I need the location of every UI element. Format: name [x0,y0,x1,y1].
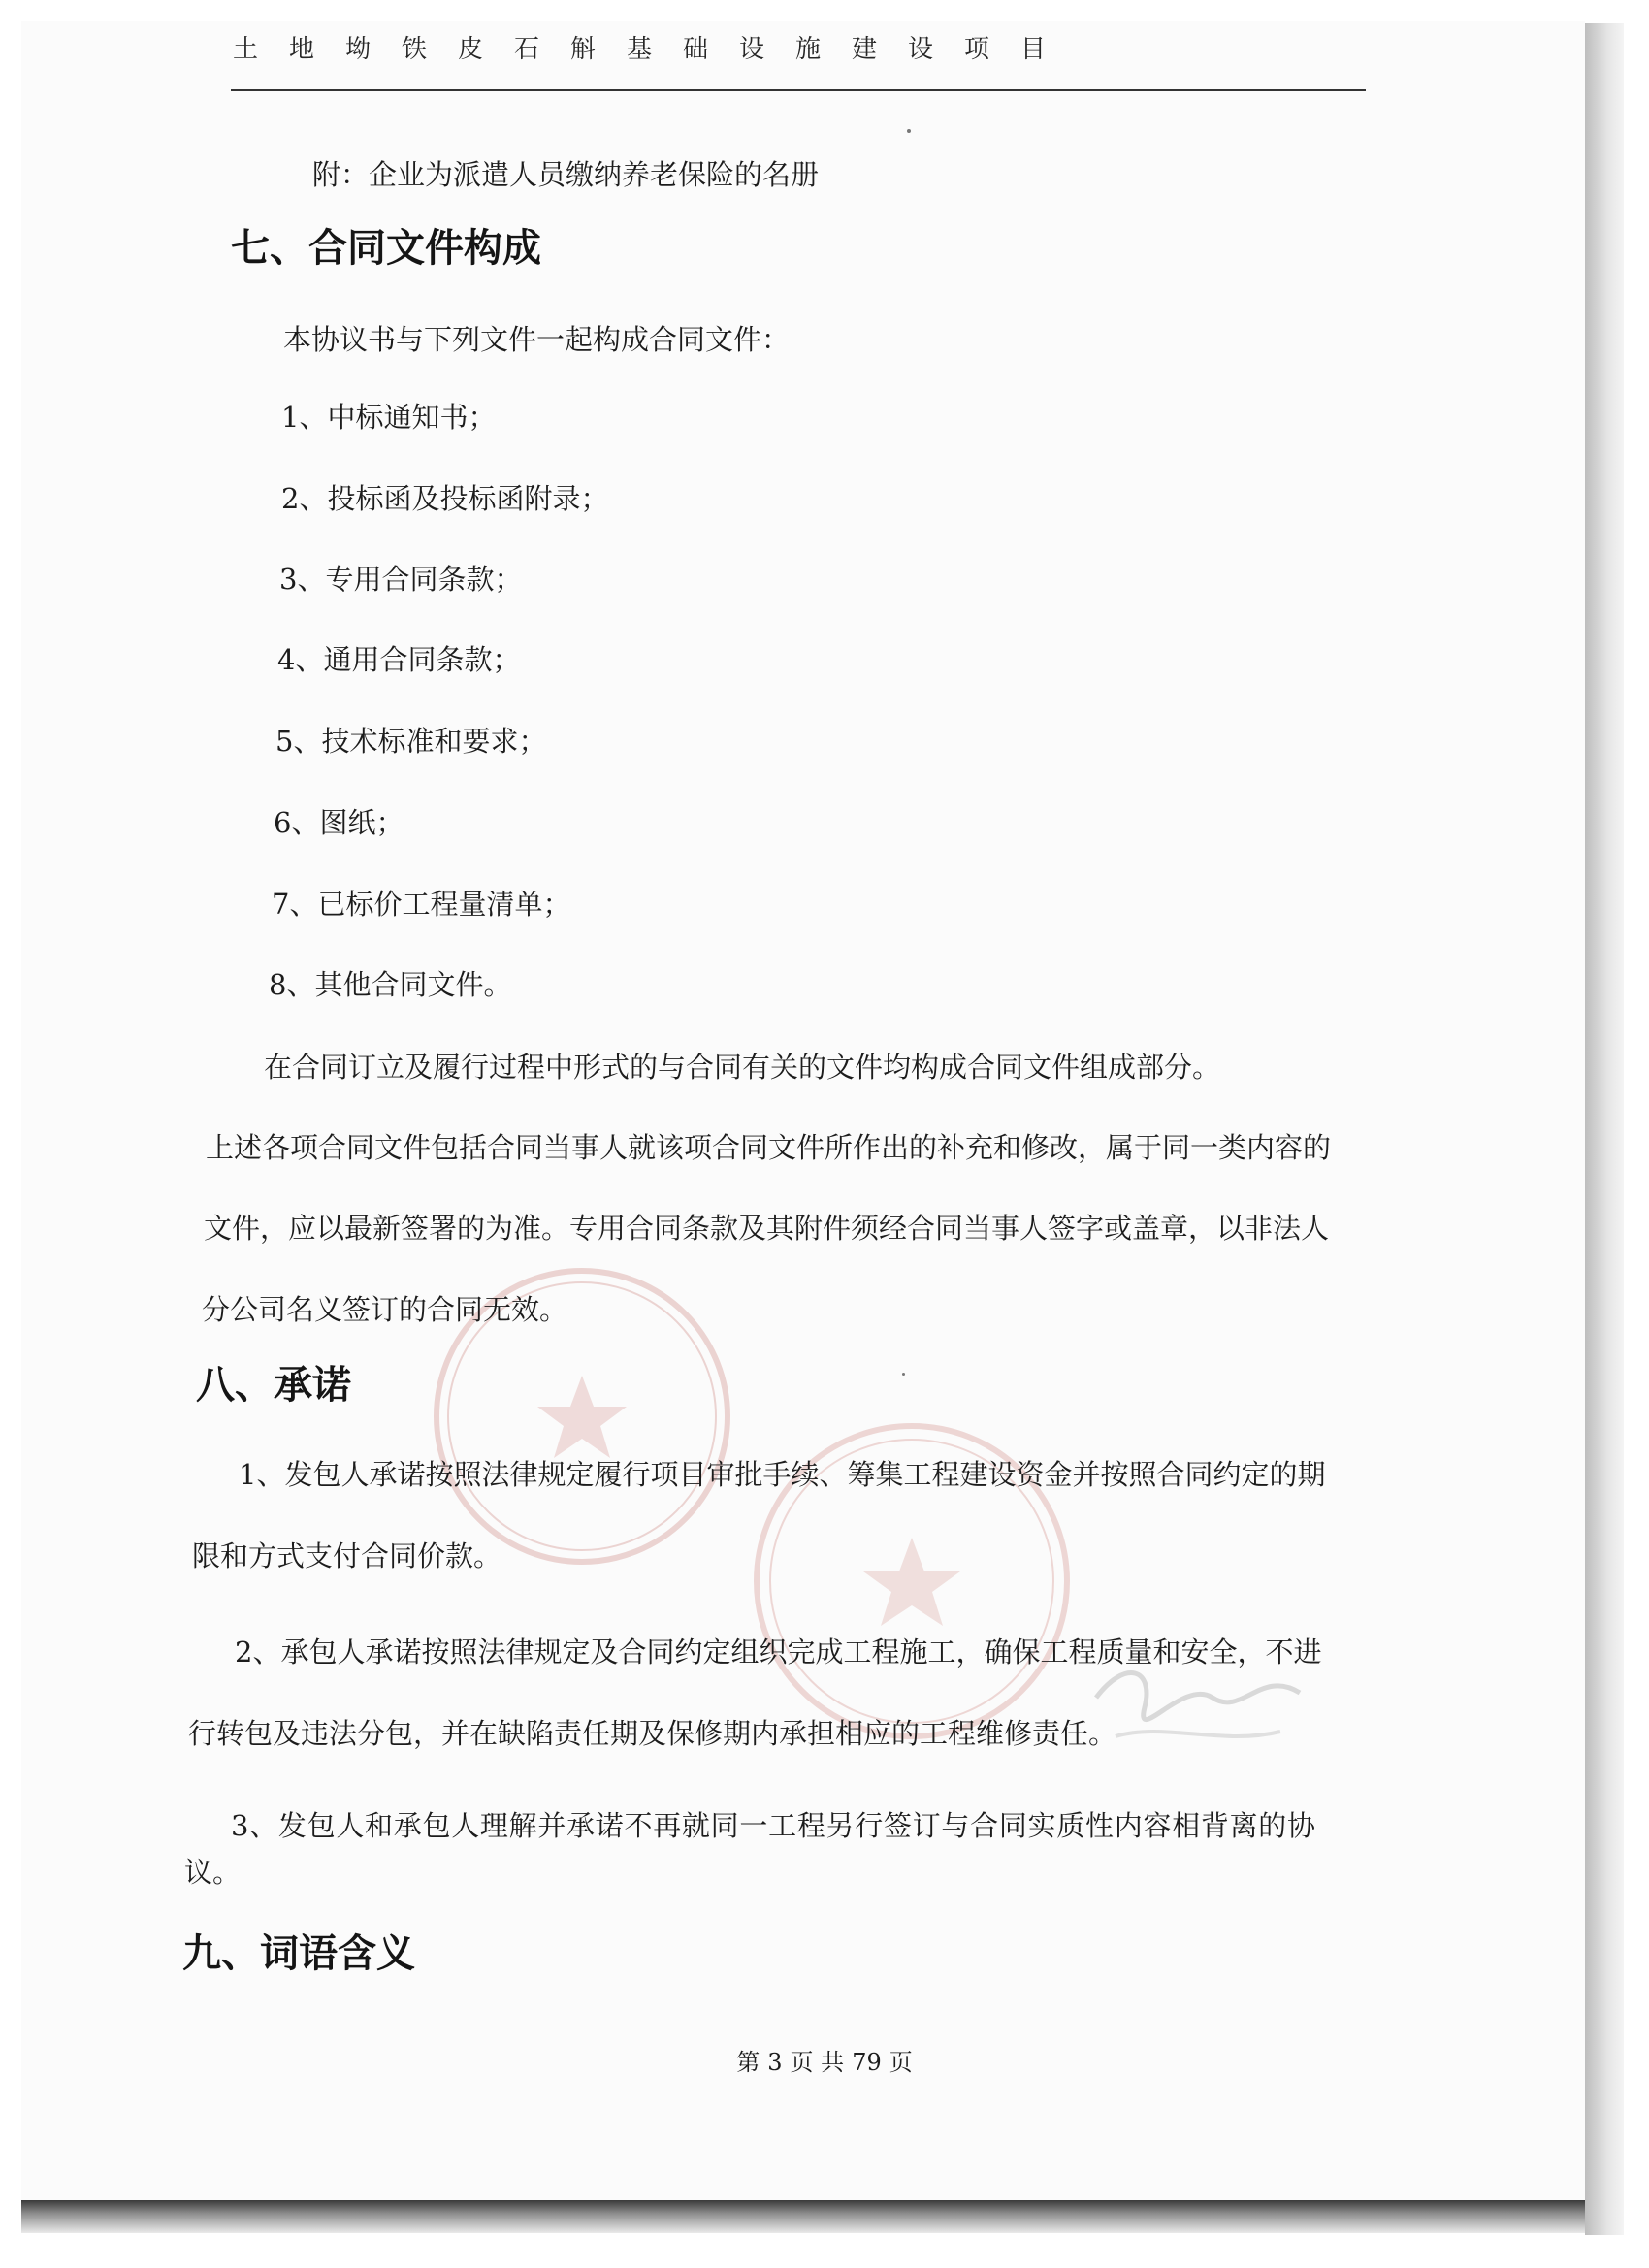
page-label-prefix: 第 [736,2049,760,2076]
page-edge-shadow-right [1585,23,1624,2235]
section-8-heading: 八、承诺 [196,1363,351,1408]
section-7-paragraph-line: 上述各项合同文件包括合同当事人就该项合同文件所作出的补充和修改，属于同一类内容的 [206,1131,1332,1164]
scan-speck [902,1373,905,1376]
contract-document-item: 5、技术标准和要求； [275,725,547,758]
page-number-footer [0,2043,1649,2077]
attachment-note: 附：企业为派遣人员缴纳养老保险的名册 [312,158,820,191]
contract-document-item: 2、投标函及投标函附录； [281,482,609,515]
page-label-suffix: 页 [889,2049,913,2076]
scan-speck [907,129,911,133]
commitment-line: 1、发包人承诺按照法律规定履行项目审批手续、筹集工程建设资金并按照合同约定的期 [239,1458,1326,1491]
contract-document-item: 7、已标价工程量清单； [272,888,571,921]
section-7-paragraph-line: 分公司名义签订的合同无效。 [202,1293,568,1326]
section-7-intro: 本协议书与下列文件一起构成合同文件： [283,323,791,356]
scanned-page [21,21,1585,2200]
page-edge-shadow-bottom [21,2200,1585,2233]
contract-document-item: 8、其他合同文件。 [269,968,512,1001]
contract-document-item: 1、中标通知书； [281,401,497,434]
header-divider [231,89,1366,91]
contract-document-item: 4、通用合同条款； [277,643,521,676]
total-pages-number: 79 [852,2049,882,2076]
section-9-heading: 九、词语含义 [182,1931,415,1976]
contract-document-item: 6、图纸； [274,806,404,839]
commitment-line: 2、承包人承诺按照法律规定及合同约定组织完成工程施工，确保工程质量和安全，不进 [235,1636,1322,1669]
commitment-line: 3、发包人和承包人理解并承诺不再就同一工程另行签订与合同实质性内容相背离的协 [231,1809,1315,1842]
page-label-middle: 页 共 [790,2049,845,2076]
contract-document-item: 3、专用合同条款； [279,563,523,596]
current-page-number: 3 [767,2049,783,2076]
section-7-paragraph-line: 在合同订立及履行过程中形式的与合同有关的文件均构成合同文件组成部分。 [264,1051,1221,1084]
commitment-line: 限和方式支付合同价款。 [192,1539,502,1572]
section-7-paragraph-line: 文件，应以最新签署的为准。专用合同条款及其附件须经合同当事人签字或盖章，以非法人 [204,1212,1330,1245]
section-7-heading: 七、合同文件构成 [231,226,541,271]
document-header-title: 土地坳铁皮石斛基础设施建设项目 [233,35,1078,64]
commitment-line: 行转包及违法分包，并在缺陷责任期及保修期内承担相应的工程维修责任。 [188,1717,1117,1750]
commitment-line: 议。 [184,1856,242,1889]
